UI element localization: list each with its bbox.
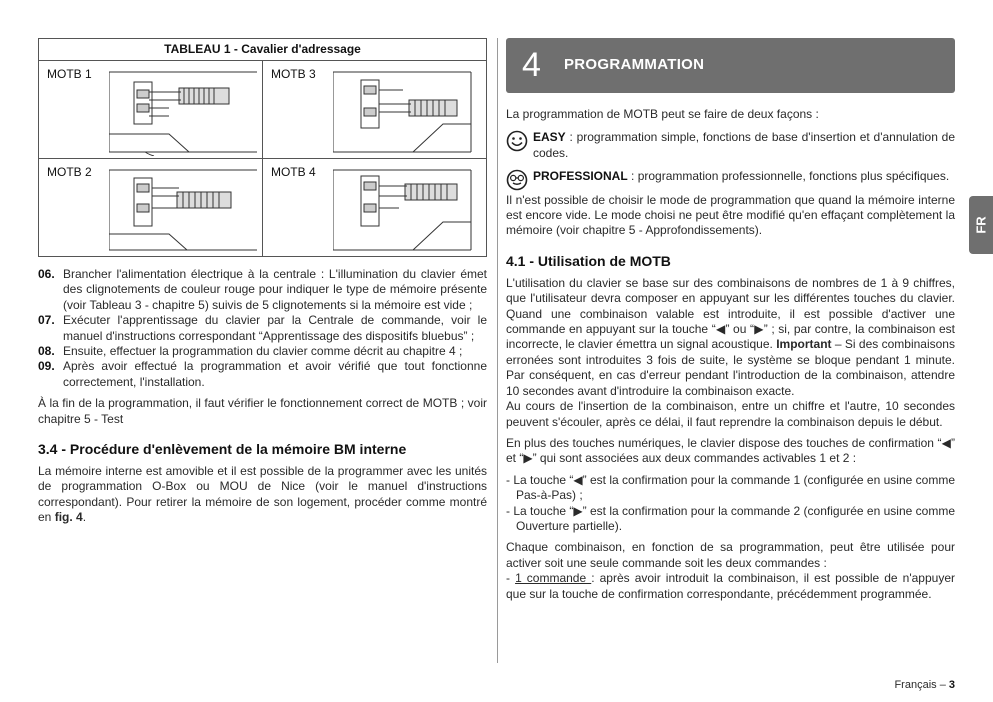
step-item: 07. Exécuter l'apprentissage du clavier par la Centrale de commande, voir le manuel d'instructions correspondant “Apprentissage des dispositifs bluebus” ;: [38, 313, 487, 343]
cell-label: MOTB 3: [270, 67, 316, 81]
page-footer: Français – 3: [894, 679, 955, 691]
list-item: - La touche “◀” est la confirmation pour la commande 1 (configurée en usine comme Pas-à-Pas) ;: [506, 472, 955, 503]
mode-professional: PROFESSIONAL : programmation professionnelle, fonctions plus spécifiques.: [506, 169, 955, 184]
language-tab: FR: [969, 196, 993, 254]
steps-list: [38, 267, 487, 390]
section-3-4-title: 3.4 - Procédure d'enlèvement de la mémoire BM interne: [38, 441, 407, 458]
section-4-1-p4: Chaque combinaison, en fonction de sa programmation, peut être utilisée pour activer soit une seule commande soit les deux commandes :: [506, 540, 955, 570]
step-item: 09. Après avoir effectué la programmation et avoir vérifié que tout fonctionne correctement, l'installation.: [38, 359, 487, 389]
confirm-keys-list: [506, 473, 955, 535]
list-item: - La touche “▶” est la confirmation pour la commande 2 (configurée en usine comme Ouverture partielle).: [506, 503, 955, 533]
left-column: [38, 38, 487, 526]
glasses-face-icon: [506, 169, 528, 191]
section-4-1-p3: En plus des touches numériques, le clavier dispose des touches de confirmation “◀” et “▶” qui sont associées aux deux commandes activables 1 et 2 :: [506, 435, 955, 466]
section-4-1-p5: - 1 commande : après avoir introduit la combinaison, il est possible de n'appuyer que sur la touche de confirmation correspondante, précédemment programmée.: [506, 571, 956, 601]
intro-paragraph: La programmation de MOTB peut se faire de deux façons :: [506, 107, 819, 121]
cell-label: MOTB 2: [47, 165, 92, 179]
page-number: 3: [948, 679, 955, 691]
table-cell-motb3: [262, 61, 486, 159]
column-divider: [497, 38, 498, 663]
jumper-illustration: [109, 162, 259, 254]
mode-easy: EASY : programmation simple, fonctions de base d'insertion et d'annulation de codes.: [506, 130, 955, 161]
cell-label: MOTB 4: [270, 165, 316, 179]
section-4-1-p1: L'utilisation du clavier se base sur des combinaisons de nombres de 1 à 9 chiffres, que l'utilisateur devra composer en appuyant sur les différentes touches du clavier. Quand une combinaison valable est introduite, il est possible d'activer une commande en appuyant sur la touche “◀” ou “▶” ; si, par contre, la combinaison est incorrecte, le clavier émettra un signal acoustique. Important – Si des combinaisons erronées sont introduites 3 fois de suite, le système se bloque pendant 1 minute. Par conséquent, en cas d'erreur pendant l'introduction de la combinaison, attendre 10 secondes avant d'introduire la combinaison exacte.: [506, 275, 955, 398]
smiley-icon: [506, 130, 528, 152]
chapter-banner: [506, 38, 955, 93]
table-cell-motb2: [39, 159, 263, 257]
right-column: [506, 38, 955, 602]
jumper-illustration: [109, 64, 259, 156]
table-cell-motb1: [39, 61, 263, 159]
step-item: 06. Brancher l'alimentation électrique à la centrale : L'illumination du clavier émet des clignotements de couleur rouge pour indiquer le type de mémoire présente (voir Tableau 3 - chapitre 5) suivis de 5 clignotements si la mémoire est vide ;: [38, 267, 487, 312]
jumper-illustration: [333, 162, 473, 254]
test-paragraph: À la fin de la programmation, il faut vérifier le fonctionnement correct de MOTB ; voir chapitre 5 - Test: [38, 396, 487, 426]
cell-label: MOTB 1: [47, 67, 92, 81]
fig-reference: fig. 4: [54, 510, 83, 525]
section-4-1-p2: Au cours de l'insertion de la combinaison, entre un chiffre et l'autre, 10 secondes peuvent s'écouler, après ce délai, il faut reprendre la combinaison depuis le début.: [506, 399, 955, 429]
mode-note-paragraph: Il n'est possible de choisir le mode de programmation que quand la mémoire interne est encore vide. Le mode choisi ne peut être modifié qu'en effaçant complètement la mémoire (voir chapitre 5 - Approfondissements).: [506, 192, 955, 238]
section-3-4-text: La mémoire interne est amovible et il est possible de la programmer avec les unités de programmation O-Box ou MOU de Nice (voir le manuel d'instructions correspondant). Pour retirer la mémoire de son logement, procéder comme montré en fig. 4.: [38, 464, 487, 525]
step-item: 08. Ensuite, effectuer la programmation du clavier comme décrit au chapitre 4 ;: [38, 344, 463, 359]
jumper-table: [38, 38, 487, 257]
table-title: TABLEAU 1 - Cavalier d'adressage: [39, 39, 487, 61]
chapter-number: 4: [522, 46, 541, 84]
section-4-1-title: 4.1 - Utilisation de MOTB: [506, 252, 671, 269]
chapter-title: PROGRAMMATION: [564, 56, 705, 73]
table-cell-motb4: [262, 159, 486, 257]
jumper-illustration: [333, 64, 473, 156]
